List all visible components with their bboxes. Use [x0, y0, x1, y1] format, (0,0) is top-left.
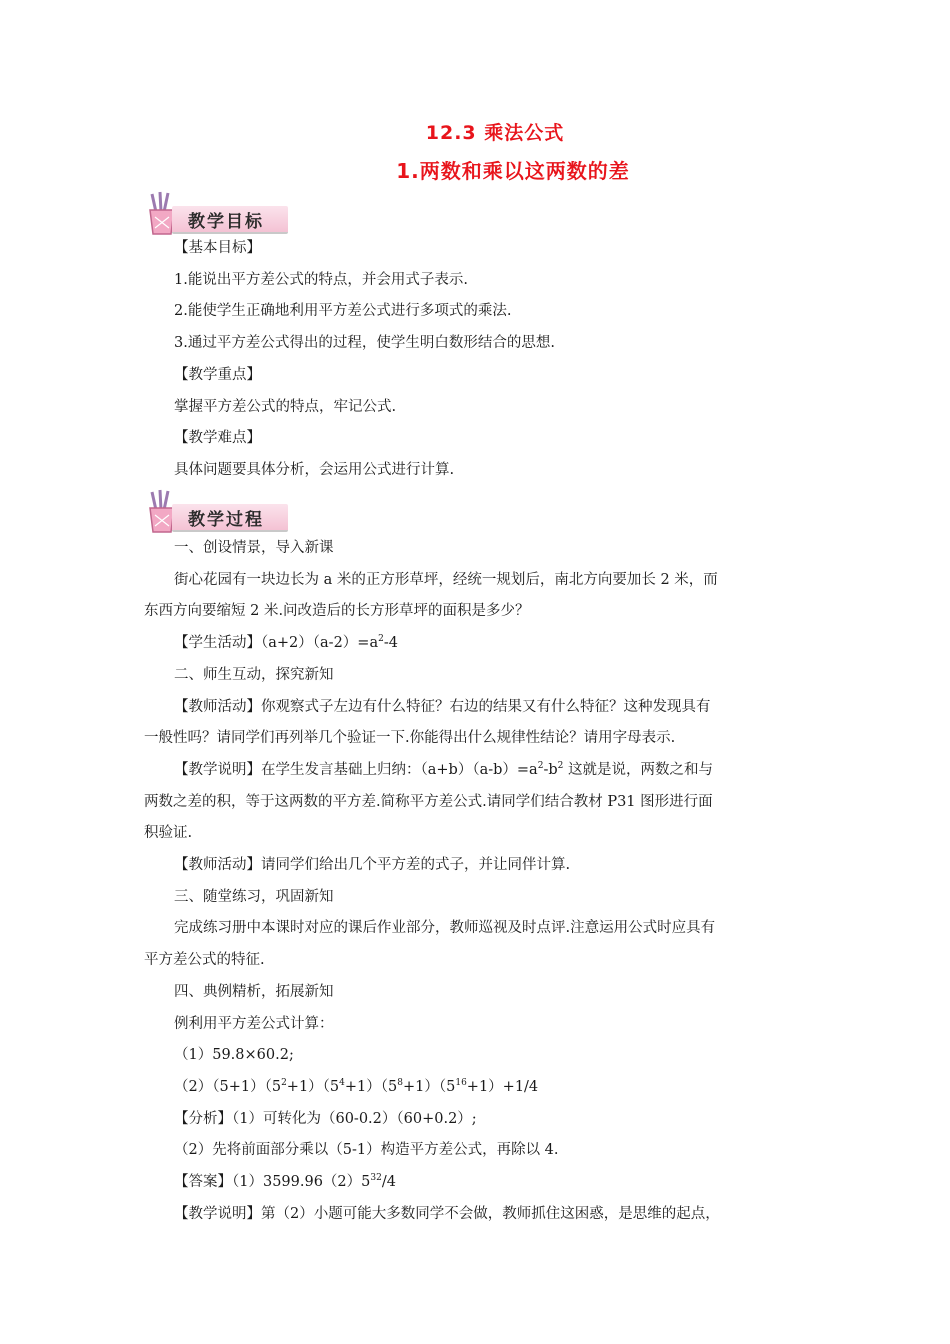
practice-line-2: 平方差公式的特征. [144, 952, 265, 968]
practice-line-1: 完成练习册中本课时对应的课后作业部分，教师巡视及时点评.注意运用公式时应具有 [174, 920, 716, 936]
answer: 【答案】$(1)3599.96(2)5^{32}/4$ [174, 1173, 396, 1190]
teaching-note-1-line-1: 【教学说明】在学生发言基础上归纳：$(a+b)(a-b)=a^2-b^2$ 这就是说，两数之和与 [174, 761, 713, 778]
teacher-activity-2: 【教师活动】请同学们给出几个平方差的式子，并让同伴计算. [174, 857, 571, 873]
teacher-activity-1-line-2: 一般性吗？请同学们再列举几个验证一下.你能得出什么规律性结论？请用字母表示. [144, 730, 676, 746]
student-activity: 【学生活动】$(a+2)(a-2)=a^2-4$ [174, 634, 398, 651]
teaching-note-2: 【教学说明】第（2）小题可能大多数同学不会做，教师抓住这困惑，是思维的起点， [174, 1206, 720, 1222]
basic-goal-label: 【基本目标】 [174, 240, 261, 256]
example-question-2: $(2)(5+1)(5^2+1)(5^4+1)(5^8+1)(5^{16}+1)+1/4$ [174, 1078, 539, 1095]
goal-item-2: 2.能使学生正确地利用平方差公式进行多项式的乘法. [174, 303, 512, 319]
scenario-line-1: 街心花园有一块边长为 a 米的正方形草坪，经统一规划后，南北方向要加长 2 米，而 [174, 572, 718, 588]
example-intro: 例利用平方差公式计算： [174, 1016, 334, 1032]
difficulty-label: 【教学难点】 [174, 430, 261, 446]
goals-badge [142, 190, 292, 236]
difficulty-text: 具体问题要具体分析，会运用公式进行计算. [174, 462, 455, 478]
teaching-note-1-line-2: 两数之差的积，等于这两数的平方差.简称平方差公式.请同学们结合教材 P31 图形进行面 [144, 794, 713, 810]
process-badge-label: 教学过程 [188, 510, 264, 530]
goals-badge-label: 教学目标 [188, 212, 264, 232]
step-2-heading: 二、师生互动，探究新知 [174, 667, 334, 683]
key-point-label: 【教学重点】 [174, 367, 261, 383]
key-point-text: 掌握平方差公式的特点，牢记公式. [174, 399, 397, 415]
lesson-subtitle: 1.两数和乘以这两数的差 [396, 159, 630, 183]
analysis-1: 【分析】（1）可转化为（60-0.2）（60+0.2）; [174, 1111, 477, 1127]
step-1-heading: 一、创设情景，导入新课 [174, 540, 334, 556]
teaching-note-1-line-3: 积验证. [144, 825, 193, 841]
goal-item-3: 3.通过平方差公式得出的过程，使学生明白数形结合的思想. [174, 335, 555, 351]
teacher-activity-1-line-1: 【教师活动】你观察式子左边有什么特征？右边的结果又有什么特征？这种发现具有 [174, 699, 711, 715]
section-title: 12.3 乘法公式 [425, 122, 565, 144]
step-4-heading: 四、典例精析，拓展新知 [174, 984, 334, 1000]
example-question-1: （1）59.8×60.2; [174, 1047, 294, 1063]
scenario-line-2: 东西方向要缩短 2 米.问改造后的长方形草坪的面积是多少？ [144, 603, 530, 619]
step-3-heading: 三、随堂练习，巩固新知 [174, 889, 334, 905]
analysis-2: （2）先将前面部分乘以（5-1）构造平方差公式，再除以 4. [174, 1142, 559, 1158]
goal-item-1: 1.能说出平方差公式的特点，并会用式子表示. [174, 272, 468, 288]
process-badge [142, 488, 292, 534]
